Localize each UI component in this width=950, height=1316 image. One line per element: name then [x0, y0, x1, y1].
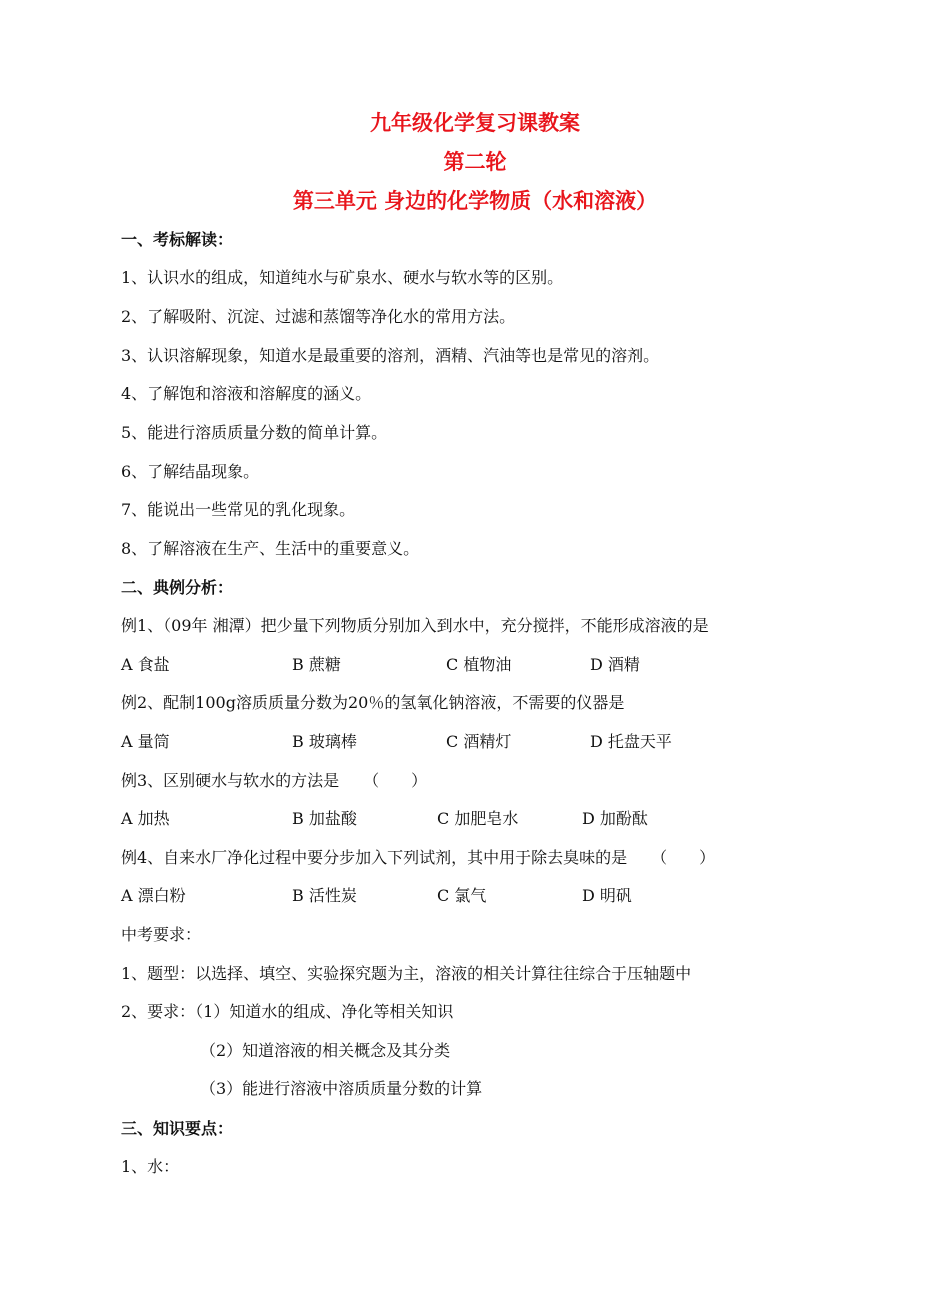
objective-item: 4、了解饱和溶液和溶解度的涵义。: [121, 384, 372, 403]
option-b: B 蔗糖: [292, 655, 341, 674]
example-question: 例4、自来水厂净化过程中要分步加入下列试剂，其中用于除去臭味的是 （ ）: [121, 848, 716, 867]
option-d: D 酒精: [590, 655, 640, 674]
option-a: A 加热: [121, 809, 170, 828]
option-a: A 量筒: [121, 732, 170, 751]
objective-item: 6、了解结晶现象。: [121, 462, 260, 481]
knowledge-item: 1、水：: [121, 1157, 180, 1176]
requirement-subitem: （2）知道溶液的相关概念及其分类: [200, 1041, 451, 1060]
option-c: C 氯气: [437, 886, 487, 905]
example-question: 例2、配制100g溶质质量分数为20％的氢氧化钠溶液，不需要的仪器是: [121, 693, 625, 712]
objective-item: 1、认识水的组成，知道纯水与矿泉水、硬水与软水等的区别。: [121, 268, 564, 287]
option-b: B 加盐酸: [292, 809, 357, 828]
section3-heading: 三、知识要点：: [121, 1119, 234, 1138]
option-d: D 托盘天平: [590, 732, 672, 751]
option-c: C 酒精灯: [446, 732, 512, 751]
option-b: B 玻璃棒: [292, 732, 357, 751]
requirement-item: 2、要求：（1）知道水的组成、净化等相关知识: [121, 1002, 454, 1021]
round-subtitle: 第二轮: [443, 149, 507, 174]
option-c: C 植物油: [446, 655, 512, 674]
requirement-subitem: （3）能进行溶液中溶质质量分数的计算: [200, 1079, 483, 1098]
section1-heading: 一、考标解读：: [121, 230, 234, 249]
section2-heading: 二、典例分析：: [121, 578, 234, 597]
objective-item: 8、了解溶液在生产、生活中的重要意义。: [121, 539, 420, 558]
objective-item: 3、认识溶解现象，知道水是最重要的溶剂，酒精、汽油等也是常见的溶剂。: [121, 346, 660, 365]
document-title: 九年级化学复习课教案: [370, 110, 580, 135]
objective-item: 2、了解吸附、沉淀、过滤和蒸馏等净化水的常用方法。: [121, 307, 516, 326]
option-b: B 活性炭: [292, 886, 357, 905]
objective-item: 5、能进行溶质质量分数的简单计算。: [121, 423, 388, 442]
unit-title: 第三单元 身边的化学物质（水和溶液）: [292, 188, 658, 213]
example-question: 例1、（09年 湘潭）把少量下列物质分别加入到水中，充分搅拌，不能形成溶液的是: [121, 616, 709, 635]
option-d: D 加酚酞: [582, 809, 648, 828]
option-a: A 食盐: [121, 655, 170, 674]
option-d: D 明矾: [582, 886, 632, 905]
option-a: A 漂白粉: [121, 886, 186, 905]
objective-item: 7、能说出一些常见的乳化现象。: [121, 500, 356, 519]
exam-requirements-label: 中考要求：: [121, 925, 202, 944]
requirement-item: 1、题型：以选择、填空、实验探究题为主，溶液的相关计算往往综合于压轴题中: [121, 964, 692, 983]
example-question: 例3、区别硬水与软水的方法是 （ ）: [121, 771, 428, 790]
option-c: C 加肥皂水: [437, 809, 519, 828]
